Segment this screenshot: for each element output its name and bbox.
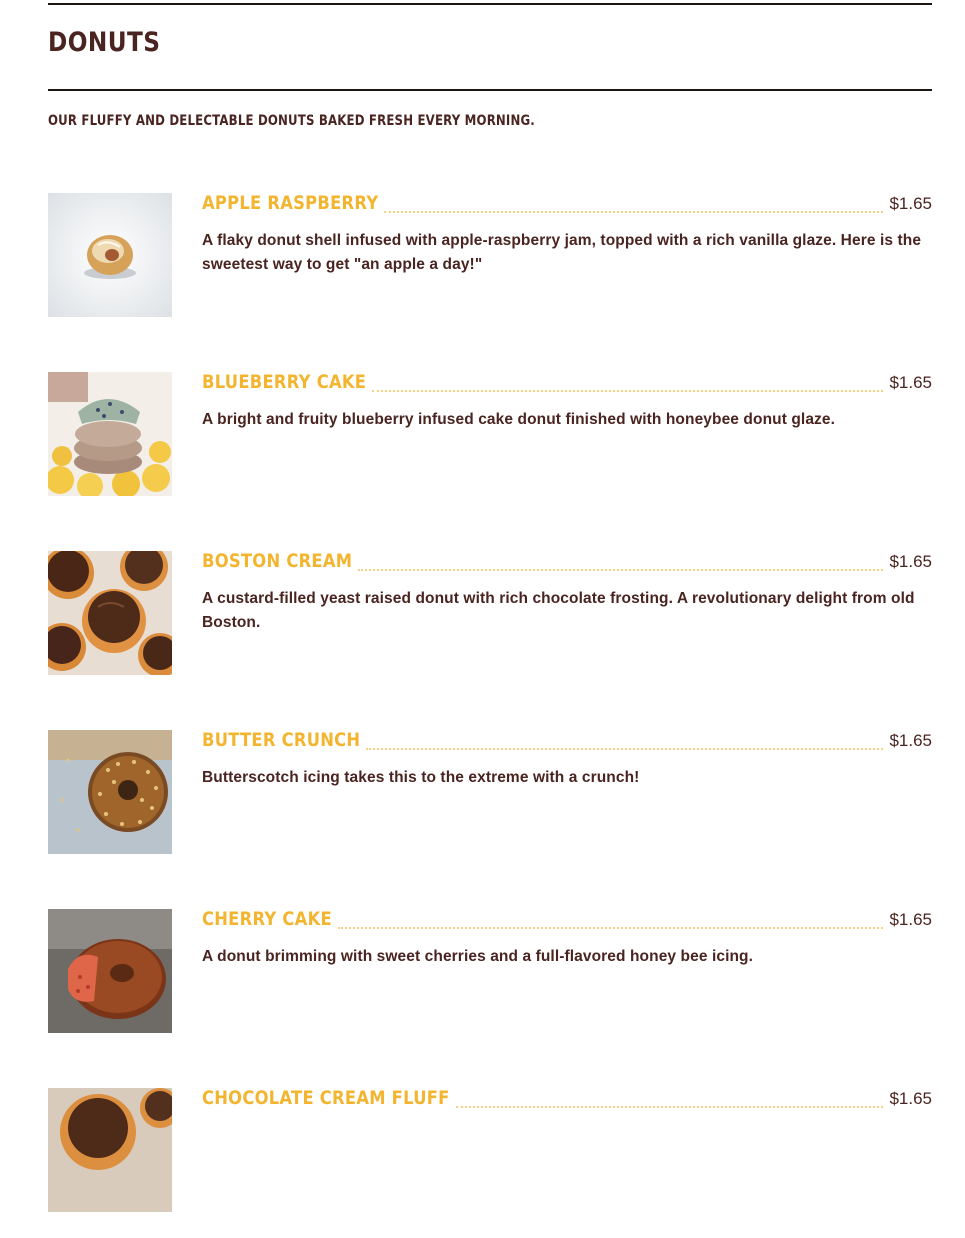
item-name: BOSTON CREAM — [202, 550, 353, 572]
boston-cream-photo — [48, 551, 172, 675]
menu-item-chocolate-cream-fluff[interactable] — [48, 1088, 932, 1238]
apple-raspberry-photo — [48, 193, 172, 317]
blueberry-cake-photo — [48, 372, 172, 496]
dotted-leader — [366, 748, 883, 750]
item-price: $1.65 — [889, 194, 932, 213]
butter-crunch-photo — [48, 730, 172, 854]
menu-item-cherry-cake[interactable] — [48, 909, 932, 1059]
item-name: CHOCOLATE CREAM FLUFF — [202, 1087, 450, 1109]
chocolate-cream-fluff-photo — [48, 1088, 172, 1212]
item-price: $1.65 — [889, 373, 932, 392]
menu-item-boston-cream[interactable] — [48, 551, 932, 701]
dotted-leader — [456, 1106, 884, 1108]
section-title: DONUTS — [48, 27, 161, 58]
menu-item-butter-crunch[interactable] — [48, 730, 932, 880]
item-description: A flaky donut shell infused with apple-raspberry jam, topped with a rich vanilla glaze. Here is the sweetest way to get "an apple a day!" — [202, 232, 922, 273]
menu-item-blueberry-cake[interactable] — [48, 372, 932, 522]
dotted-leader — [358, 569, 883, 571]
item-description: A bright and fruity blueberry infused cake donut finished with honeybee donut glaze. — [202, 411, 836, 428]
section-subtitle: OUR FLUFFY AND DELECTABLE DONUTS BAKED FRESH EVERY MORNING. — [48, 113, 535, 129]
top-divider — [48, 3, 932, 5]
item-price: $1.65 — [889, 731, 932, 750]
dotted-leader — [384, 211, 883, 213]
item-price: $1.65 — [889, 910, 932, 929]
item-name: BLUEBERRY CAKE — [202, 371, 367, 393]
item-name: APPLE RASPBERRY — [202, 192, 379, 214]
item-description: A donut brimming with sweet cherries and a full-flavored honey bee icing. — [202, 948, 754, 965]
item-description: Butterscotch icing takes this to the extreme with a crunch! — [202, 769, 640, 786]
item-price: $1.65 — [889, 1089, 932, 1108]
dotted-leader — [372, 390, 883, 392]
cherry-cake-photo — [48, 909, 172, 1033]
item-description: A custard-filled yeast raised donut with rich chocolate frosting. A revolutionary delight from old Boston. — [202, 590, 915, 631]
item-price: $1.65 — [889, 552, 932, 571]
dotted-leader — [338, 927, 884, 929]
title-divider — [48, 89, 932, 91]
item-name: CHERRY CAKE — [202, 908, 332, 930]
item-name: BUTTER CRUNCH — [202, 729, 361, 751]
menu-item-apple-raspberry[interactable] — [48, 193, 932, 343]
